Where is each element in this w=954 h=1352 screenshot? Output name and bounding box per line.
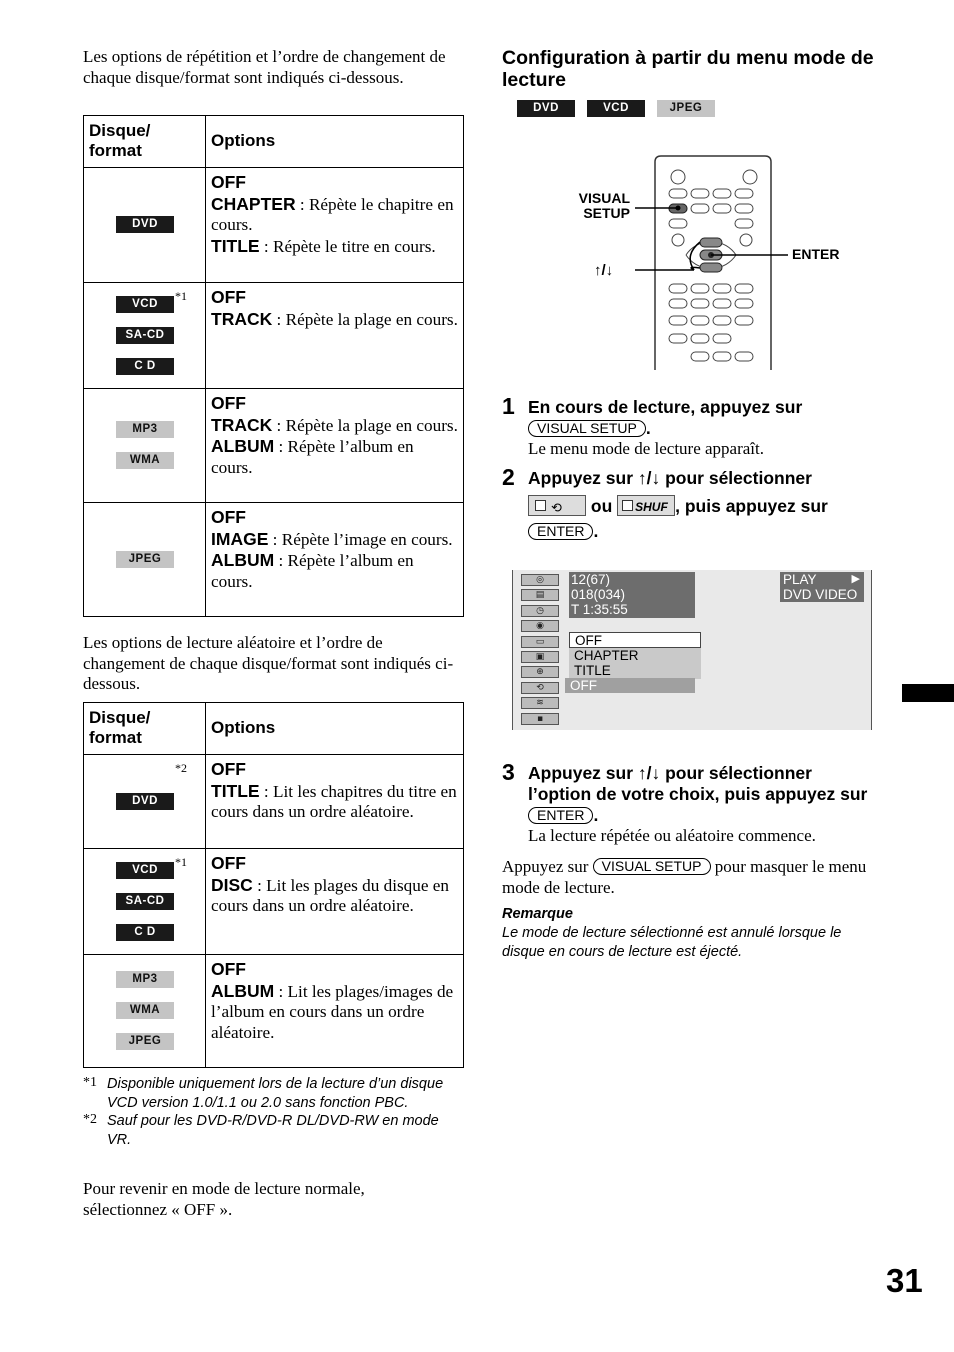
clock-icon: ◷ (521, 605, 559, 617)
option-keyword: OFF (211, 393, 246, 413)
shuffle-icon: SHUF (617, 495, 675, 516)
format-badge: MP3 (116, 971, 174, 988)
option-line (211, 853, 459, 875)
option-description: : Lit les plages du disque en cours dans un ordre aléatoire. (211, 875, 450, 916)
disc-icon: ◎ (521, 574, 559, 586)
option-line (211, 287, 459, 309)
table-row (84, 503, 464, 617)
playback-info (569, 572, 695, 618)
angle-icon: ▣ (521, 651, 559, 663)
step-punct: . (593, 521, 599, 541)
option-line (211, 415, 459, 437)
info-line: T 1:35:55 (571, 602, 628, 617)
menu-option-selected[interactable]: OFF (569, 632, 701, 648)
option-keyword: OFF (211, 759, 246, 779)
step-text-b: , puis appuyez sur (675, 496, 828, 516)
play-label: PLAY (783, 572, 817, 587)
option-line (211, 194, 459, 236)
closing-text: Pour revenir en mode de lecture normale, sélectionnez « OFF ». (83, 1179, 365, 1219)
menu-option[interactable]: CHAPTER (569, 648, 701, 664)
step-subtext: Le menu mode de lecture apparaît. (528, 439, 764, 458)
option-keyword: OFF (211, 507, 246, 527)
option-keyword: OFF (211, 853, 246, 873)
remark-title: Remarque (502, 906, 573, 922)
play-status (780, 572, 864, 602)
option-line (211, 550, 459, 592)
shuffle-options-table (83, 702, 464, 1068)
col-header-disc: Disque/ format (84, 116, 206, 168)
format-badge: DVD (116, 216, 174, 233)
option-description: : Répète l’album en cours. (211, 551, 414, 591)
step-text: Appuyez sur ↑/↓ pour sélectionner (528, 468, 812, 488)
table-row (84, 389, 464, 503)
option-line (211, 981, 459, 1044)
option-description: : Lit les plages/images de l’album en cours dans un ordre aléatoire. (211, 981, 454, 1042)
arrows-label: ↑/↓ (594, 262, 614, 279)
option-keyword: OFF (211, 959, 246, 979)
option-line (211, 529, 459, 551)
format-badge: MP3 (116, 421, 174, 438)
step-number: 3 (502, 759, 515, 785)
enter-label: ENTER (792, 246, 840, 262)
option-line (211, 759, 459, 781)
option-line (211, 236, 459, 258)
option-keyword: TRACK (211, 308, 273, 329)
option-description: : Répète le chapitre en cours. (211, 194, 454, 235)
format-cell (84, 168, 206, 283)
table-row (84, 168, 464, 283)
visual-setup-label: VISUAL SETUP (578, 190, 630, 221)
step-3 (528, 763, 878, 847)
option-keyword: ALBUM (211, 436, 275, 457)
format-badge: WMA (116, 1002, 174, 1019)
play-icon: ▶ (851, 573, 860, 585)
current-setting: OFF (565, 678, 695, 693)
option-description: : Lit les chapitres du titre en cours dans un ordre aléatoire. (211, 781, 457, 822)
format-badge-jpeg: JPEG (657, 100, 715, 117)
table-row (84, 755, 464, 849)
table-row (84, 283, 464, 389)
format-cell (84, 849, 206, 955)
option-keyword: TRACK (211, 414, 273, 435)
options-cell (206, 955, 464, 1068)
format-badge-vcd: VCD (587, 100, 645, 117)
table-row (84, 955, 464, 1068)
step-subtext: La lecture répétée ou aléatoire commence. (528, 826, 816, 845)
format-badges (517, 98, 715, 117)
options-cell (206, 755, 464, 849)
options-cell (206, 168, 464, 283)
repeat-options-table (83, 115, 464, 617)
format-badge: SA-CD (116, 327, 174, 344)
col-header-options: Options (206, 703, 464, 755)
hide-menu-note (502, 857, 882, 898)
option-description: : Répète le titre en cours. (259, 236, 436, 256)
step-text: Appuyez sur ↑/↓ pour sélectionner l’option de votre choix, puis appuyez sur (528, 763, 868, 804)
remark-text: Le mode de lecture sélectionné est annulé lorsque le disque en cours de lecture est éjecté. (502, 925, 842, 960)
option-keyword: OFF (211, 172, 246, 192)
format-badge: VCD (116, 862, 174, 879)
note-text: pour masquer le menu mode de lecture. (502, 857, 867, 897)
option-line (211, 436, 459, 478)
option-keyword: DISC (211, 874, 253, 895)
options-cell (206, 849, 464, 955)
option-keyword: IMAGE (211, 528, 269, 549)
format-cell (84, 755, 206, 849)
format-badge-dvd: DVD (517, 100, 575, 117)
subtitle-icon: ▭ (521, 636, 559, 648)
format-badge: WMA (116, 452, 174, 469)
visual-setup-key: VISUAL SETUP (593, 858, 711, 875)
option-line (211, 309, 459, 331)
audio-icon: ◉ (521, 620, 559, 632)
format-badge: C D (116, 924, 174, 941)
option-description: : Répète l’album en cours. (211, 437, 414, 477)
visual-setup-key: VISUAL SETUP (528, 420, 646, 437)
format-cell (84, 955, 206, 1068)
disc-type-label: DVD VIDEO (783, 587, 858, 602)
page-number: 31 (886, 1262, 923, 1299)
option-description: : Répète la plage en cours. (272, 415, 458, 435)
option-line (211, 875, 459, 917)
footnote-mark: *2 (83, 1112, 97, 1127)
options-cell (206, 503, 464, 617)
intro-shuffle: Les options de lecture aléatoire et l’ordre de changement de chaque disque/format sont indiqués ci-dessous. (83, 633, 454, 693)
section-tab-marker (902, 684, 954, 702)
step-punct: . (593, 805, 599, 825)
step-number: 1 (502, 393, 515, 419)
option-keyword: TITLE (211, 235, 260, 256)
step-text: En cours de lecture, appuyez sur (528, 397, 803, 417)
format-badge: JPEG (116, 1033, 174, 1050)
info-line: 12(67) (571, 572, 611, 587)
option-keyword: ALBUM (211, 980, 275, 1001)
info-icon: ▪ (521, 713, 559, 725)
repeat-option-list (569, 632, 701, 679)
col-header-options: Options (206, 116, 464, 168)
footnote-ref: *1 (175, 289, 187, 303)
format-badge: DVD (116, 793, 174, 810)
enter-key: ENTER (528, 807, 593, 824)
option-line (211, 172, 459, 194)
step-2 (528, 468, 888, 542)
footnote-ref: *2 (175, 761, 187, 775)
step-number: 2 (502, 464, 515, 490)
footnote-text: Sauf pour les DVD-R/DVD-R DL/DVD-RW en mode VR. (107, 1113, 439, 1148)
step-1 (528, 397, 878, 460)
section-heading: Configuration à partir du menu mode de lecture (502, 47, 874, 91)
option-description: : Répète la plage en cours. (272, 309, 458, 329)
option-line (211, 959, 459, 981)
repeat-icon: ⟲ (521, 682, 559, 694)
info-line: 018(034) (571, 587, 626, 602)
format-badge: SA-CD (116, 893, 174, 910)
table-row (84, 849, 464, 955)
format-badge: VCD (116, 296, 174, 313)
option-keyword: OFF (211, 287, 246, 307)
footnote-mark: *1 (83, 1075, 97, 1090)
options-cell (206, 389, 464, 503)
footnotes (83, 1075, 463, 1149)
playback-menu-screen (512, 570, 872, 730)
footnote-2 (83, 1112, 463, 1149)
option-line (211, 507, 459, 529)
shuffle-icon: ≋ (521, 697, 559, 709)
intro-repeat: Les options de répétition et l’ordre de changement de chaque disque/format sont indiqués ci-dessous. (83, 47, 446, 87)
format-cell (84, 283, 206, 389)
step-punct: . (645, 418, 651, 438)
note-text: Appuyez sur (502, 857, 589, 876)
option-line (211, 393, 459, 415)
format-badge: JPEG (116, 551, 174, 568)
footnote-1 (83, 1075, 463, 1112)
option-description: : Répète l’image en cours. (268, 529, 453, 549)
menu-option[interactable]: TITLE (569, 663, 701, 679)
title-icon: ▤ (521, 589, 559, 601)
repeat-icon: ⟲ (528, 495, 586, 516)
format-cell (84, 503, 206, 617)
zoom-icon: ⊕ (521, 666, 559, 678)
option-keyword: CHAPTER (211, 193, 296, 214)
footnote-text: Disponible uniquement lors de la lecture d’un disque VCD version 1.0/1.1 ou 2.0 sans fonction PBC. (107, 1076, 444, 1111)
menu-icon-column (521, 574, 559, 728)
option-keyword: TITLE (211, 780, 260, 801)
or-text: ou (590, 496, 613, 516)
options-cell (206, 283, 464, 389)
option-keyword: ALBUM (211, 550, 275, 571)
enter-key: ENTER (528, 523, 593, 540)
option-line (211, 781, 459, 823)
col-header-disc: Disque/ format (84, 703, 206, 755)
footnote-ref: *1 (175, 855, 187, 869)
format-cell (84, 389, 206, 503)
format-badge: C D (116, 358, 174, 375)
